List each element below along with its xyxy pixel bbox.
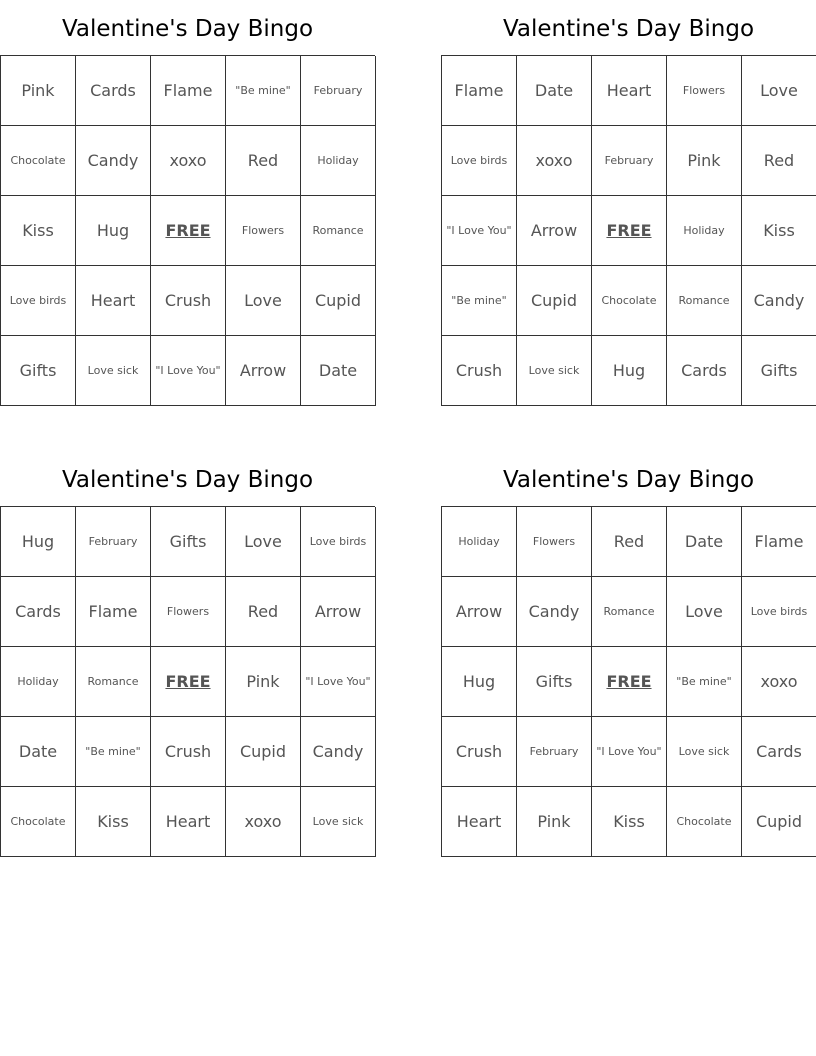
bingo-cell: Crush [151, 717, 226, 787]
bingo-cell: Gifts [742, 336, 816, 406]
bingo-cell: xoxo [226, 787, 301, 857]
bingo-cell: Holiday [301, 126, 376, 196]
bingo-cell: Love birds [442, 126, 517, 196]
bingo-cell: xoxo [742, 647, 816, 717]
bingo-grid [441, 506, 816, 857]
bingo-cell: Love sick [667, 717, 742, 787]
bingo-cell: Romance [667, 266, 742, 336]
card-title: Valentine's Day Bingo [61, 467, 314, 493]
bingo-cell: Love [226, 266, 301, 336]
card-title: Valentine's Day Bingo [61, 16, 314, 42]
bingo-grid [0, 506, 375, 857]
bingo-cell: Flame [742, 507, 816, 577]
free-space-cell: FREE [592, 647, 667, 717]
bingo-cell: Chocolate [1, 787, 76, 857]
bingo-cell: Flame [76, 577, 151, 647]
bingo-cell: Love birds [301, 507, 376, 577]
bingo-cell: Kiss [1, 196, 76, 266]
bingo-cell: Gifts [151, 507, 226, 577]
bingo-cell: "Be mine" [76, 717, 151, 787]
bingo-cell: Romance [76, 647, 151, 717]
free-space-cell: FREE [151, 196, 226, 266]
bingo-cell: Date [1, 717, 76, 787]
bingo-cell: Cards [76, 56, 151, 126]
bingo-cell: Pink [517, 787, 592, 857]
bingo-cell: Hug [76, 196, 151, 266]
bingo-cell: Cards [742, 717, 816, 787]
bingo-cell: Flowers [151, 577, 226, 647]
bingo-cell: Pink [226, 647, 301, 717]
bingo-cell: Hug [592, 336, 667, 406]
bingo-cell: "Be mine" [226, 56, 301, 126]
bingo-cell: Flowers [517, 507, 592, 577]
bingo-cell: Chocolate [592, 266, 667, 336]
bingo-cell: Gifts [517, 647, 592, 717]
bingo-cell: Love sick [76, 336, 151, 406]
bingo-cell: Cupid [742, 787, 816, 857]
bingo-cell: Gifts [1, 336, 76, 406]
bingo-cell: Pink [1, 56, 76, 126]
bingo-cell: February [517, 717, 592, 787]
bingo-cell: Flowers [667, 56, 742, 126]
bingo-cell: Crush [151, 266, 226, 336]
bingo-cell: Candy [76, 126, 151, 196]
bingo-cell: Hug [1, 507, 76, 577]
bingo-cell: Love [226, 507, 301, 577]
bingo-cell: Date [301, 336, 376, 406]
bingo-cell: Heart [151, 787, 226, 857]
bingo-cell: Kiss [592, 787, 667, 857]
bingo-cell: February [592, 126, 667, 196]
bingo-cell: February [76, 507, 151, 577]
bingo-cell: Holiday [667, 196, 742, 266]
card-title: Valentine's Day Bingo [502, 16, 755, 42]
bingo-cell: "I Love You" [301, 647, 376, 717]
bingo-card-2 [441, 0, 816, 406]
bingo-cell: Kiss [742, 196, 816, 266]
bingo-cell: Kiss [76, 787, 151, 857]
bingo-cell: Hug [442, 647, 517, 717]
bingo-cell: "Be mine" [442, 266, 517, 336]
bingo-cell: Crush [442, 336, 517, 406]
free-space-cell: FREE [592, 196, 667, 266]
bingo-cell: Flame [151, 56, 226, 126]
bingo-cell: February [301, 56, 376, 126]
bingo-cell: Candy [301, 717, 376, 787]
bingo-cell: Red [742, 126, 816, 196]
bingo-cell: Red [592, 507, 667, 577]
bingo-cell: Holiday [1, 647, 76, 717]
bingo-cell: "Be mine" [667, 647, 742, 717]
bingo-grid [0, 55, 375, 406]
bingo-cell: Red [226, 577, 301, 647]
bingo-cell: "I Love You" [151, 336, 226, 406]
bingo-cell: Love [742, 56, 816, 126]
bingo-cell: Flame [442, 56, 517, 126]
bingo-cell: Cupid [301, 266, 376, 336]
bingo-card-3 [0, 451, 375, 857]
bingo-cell: Crush [442, 717, 517, 787]
bingo-cell: Love birds [1, 266, 76, 336]
bingo-cell: Heart [592, 56, 667, 126]
bingo-cell: Flowers [226, 196, 301, 266]
bingo-cell: Chocolate [667, 787, 742, 857]
bingo-cell: "I Love You" [592, 717, 667, 787]
bingo-cell: Candy [742, 266, 816, 336]
bingo-cell: Romance [592, 577, 667, 647]
bingo-cell: Romance [301, 196, 376, 266]
bingo-cell: Date [517, 56, 592, 126]
bingo-cell: Love sick [301, 787, 376, 857]
bingo-cell: Arrow [301, 577, 376, 647]
bingo-cell: Holiday [442, 507, 517, 577]
bingo-cell: Heart [442, 787, 517, 857]
bingo-cell: Love birds [742, 577, 816, 647]
free-space-cell: FREE [151, 647, 226, 717]
bingo-cell: Arrow [226, 336, 301, 406]
bingo-cell: xoxo [151, 126, 226, 196]
bingo-cell: Arrow [442, 577, 517, 647]
bingo-cell: Candy [517, 577, 592, 647]
bingo-cell: "I Love You" [442, 196, 517, 266]
card-title: Valentine's Day Bingo [502, 467, 755, 493]
bingo-cell: Cards [1, 577, 76, 647]
bingo-cell: Date [667, 507, 742, 577]
bingo-cell: Pink [667, 126, 742, 196]
bingo-card-1 [0, 0, 375, 406]
bingo-cell: Red [226, 126, 301, 196]
bingo-cell: Love [667, 577, 742, 647]
bingo-grid [441, 55, 816, 406]
bingo-cell: Cards [667, 336, 742, 406]
bingo-card-4 [441, 451, 816, 857]
bingo-cell: Heart [76, 266, 151, 336]
bingo-cell: Chocolate [1, 126, 76, 196]
bingo-cell: Cupid [517, 266, 592, 336]
bingo-cell: Arrow [517, 196, 592, 266]
bingo-cell: Love sick [517, 336, 592, 406]
bingo-cell: Cupid [226, 717, 301, 787]
bingo-cell: xoxo [517, 126, 592, 196]
